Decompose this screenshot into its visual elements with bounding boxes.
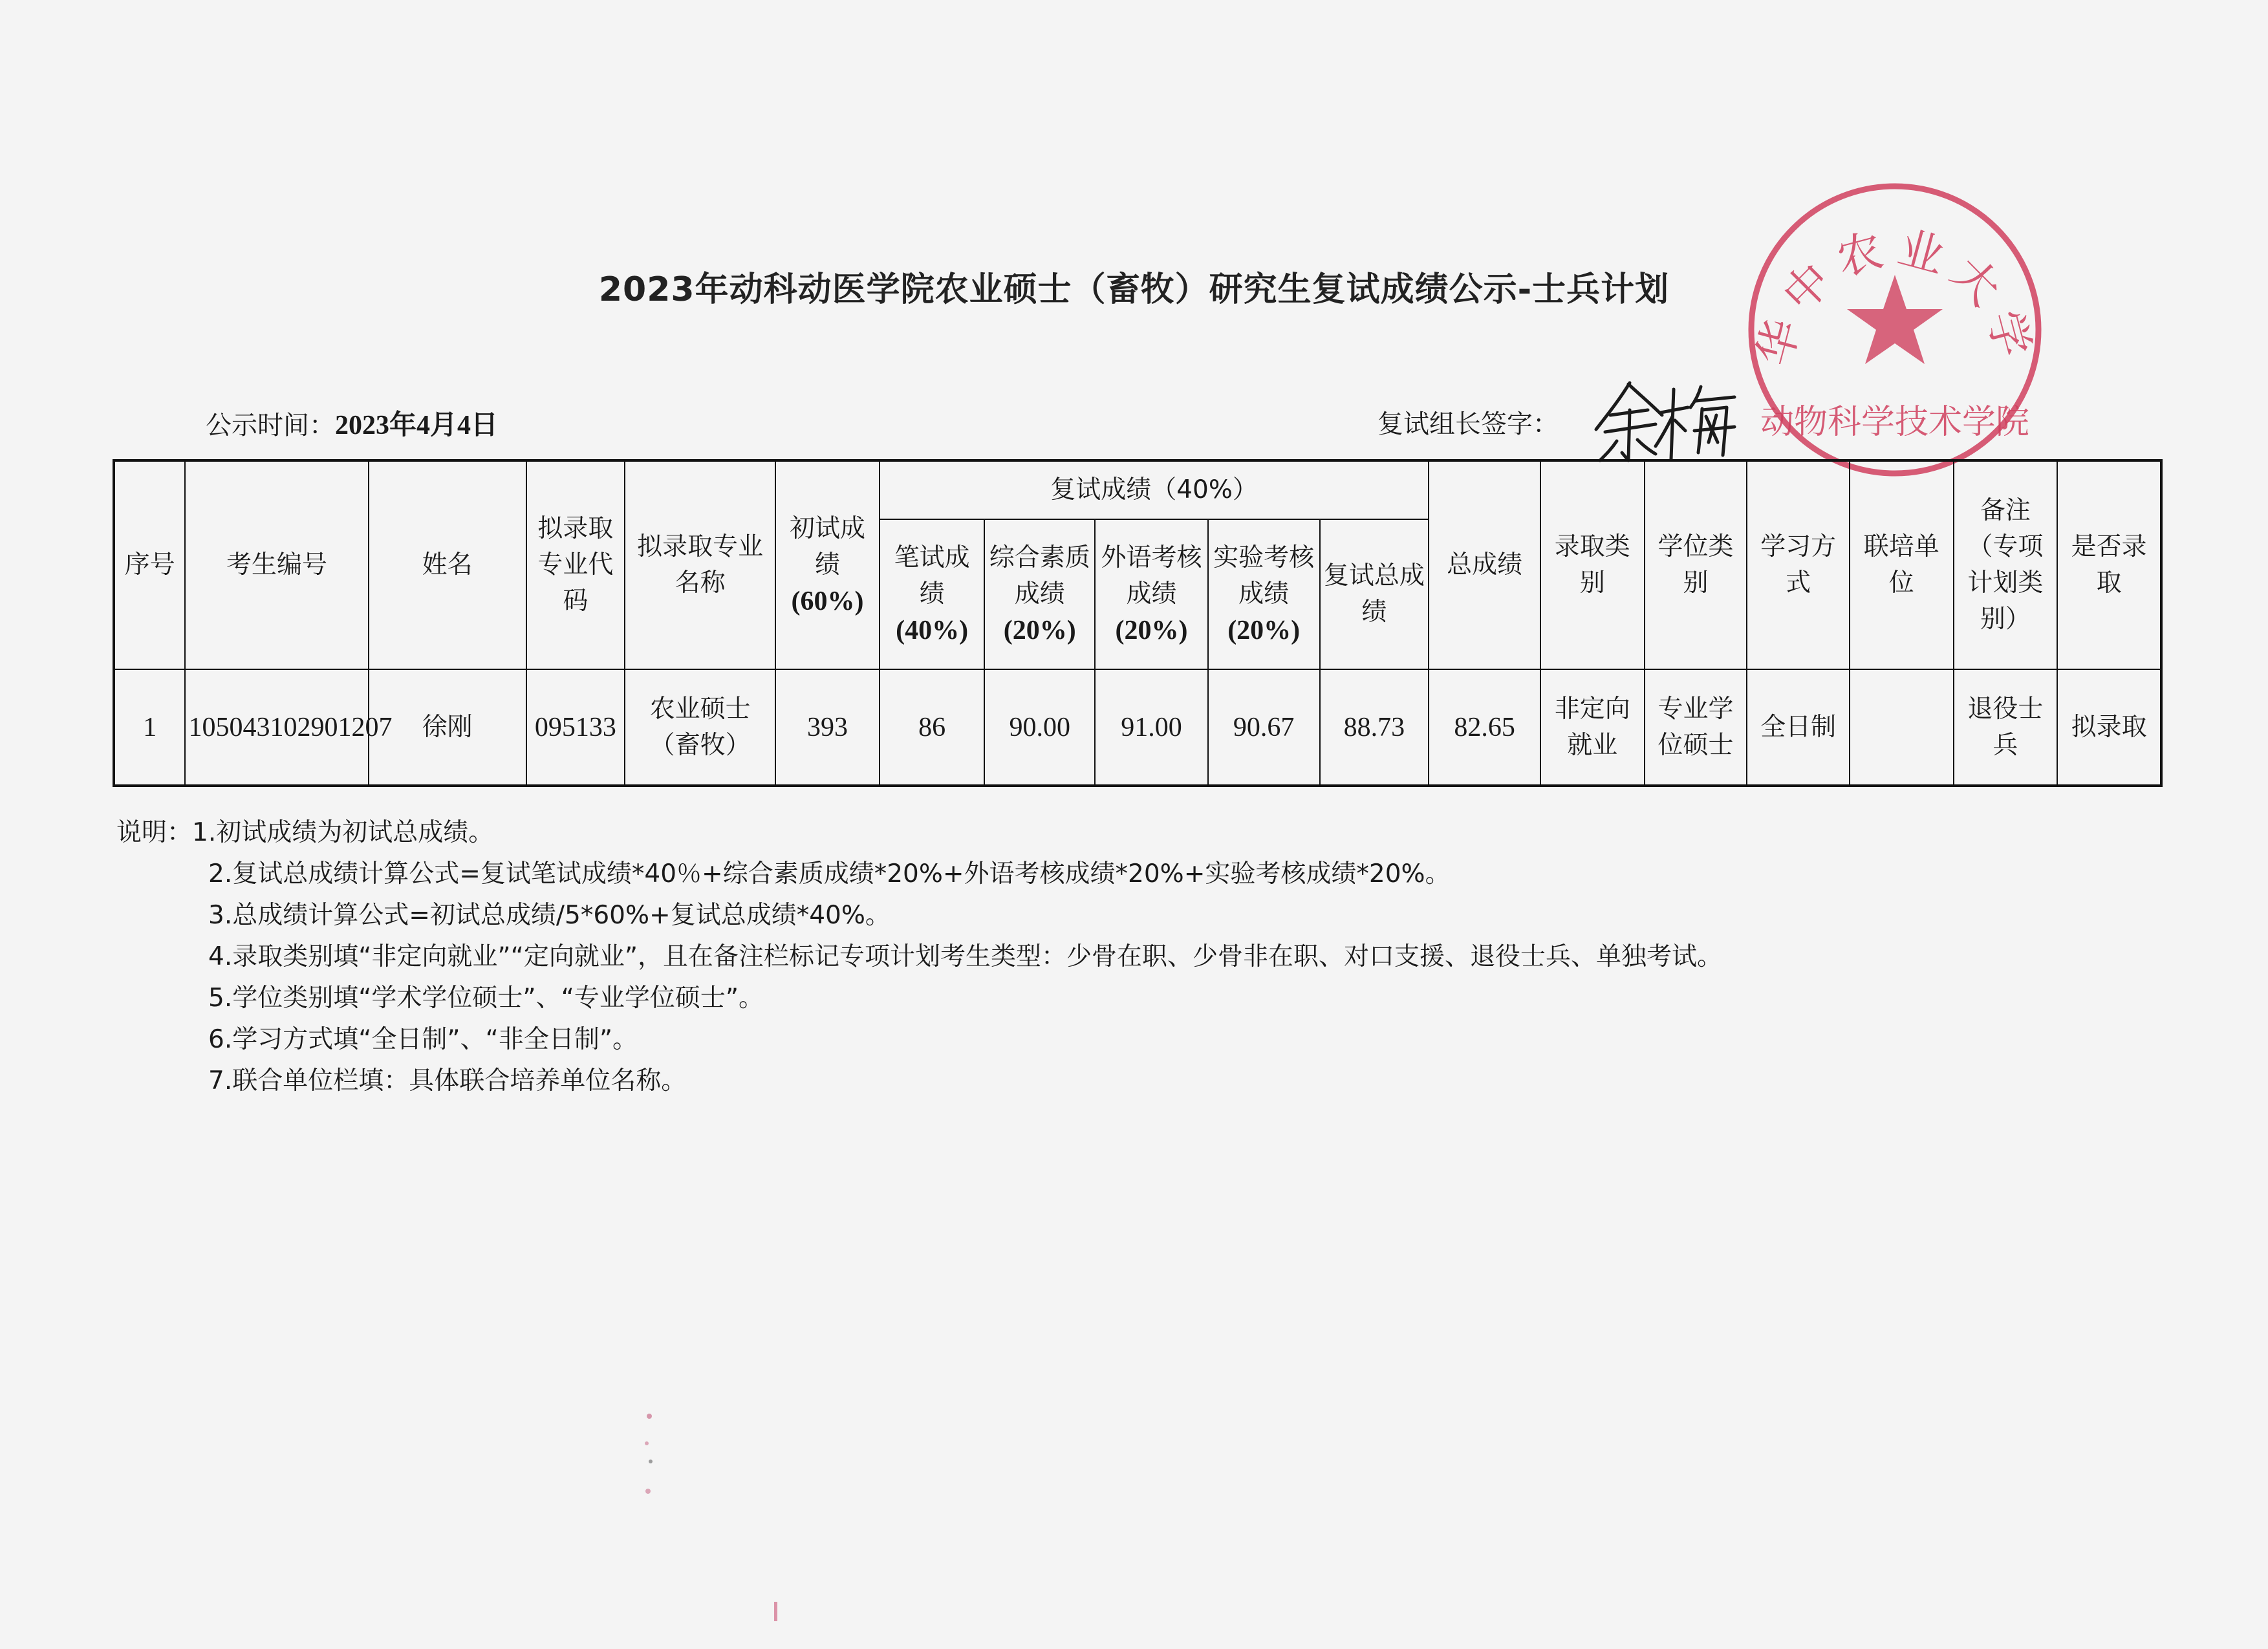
header-study-mode: 学习方式: [1747, 460, 1850, 669]
note-item: 7.联合单位栏填：具体联合培养单位名称。: [208, 1066, 687, 1095]
table-row: [114, 669, 2161, 786]
header-written: [880, 519, 985, 669]
header-admitted: 是否录取: [2057, 460, 2161, 669]
document-title: 2023年动科动医学院农业硕士（畜牧）研究生复试成绩公示-士兵计划: [598, 270, 1670, 309]
table-header-row: [114, 460, 2161, 519]
notes-section: [116, 812, 1722, 1102]
official-seal: [1740, 175, 2050, 485]
cell-comprehensive: 90.00: [984, 669, 1095, 786]
comprehensive-weight: (20%): [1003, 615, 1076, 645]
note-item: 6.学习方式填“全日制”、“非全日制”。: [208, 1025, 638, 1054]
experiment-weight: (20%): [1227, 615, 1301, 645]
header-retest-total: 复试总成绩: [1320, 519, 1429, 669]
header-seq: 序号: [114, 460, 185, 669]
header-major-name: 拟录取专业名称: [625, 460, 775, 669]
header-major-code: 拟录取专业代码: [526, 460, 625, 669]
cell-major-name: 农业硕士（畜牧）: [625, 669, 775, 786]
cell-experiment: 90.67: [1208, 669, 1320, 786]
foreign-label: 外语考核成绩: [1101, 543, 1202, 609]
note-item: 4.录取类别填“非定向就业”“定向就业”，且在备注栏标记专项计划考生类型：少骨在职、少骨非在职、对口支援、退役士兵、单独考试。: [208, 942, 1723, 971]
cell-exam-id: 105043102901207: [185, 669, 368, 786]
cell-retest-total: 88.73: [1320, 669, 1429, 786]
cell-major-code: 095133: [526, 669, 625, 786]
header-retest-group: 复试成绩（40%）: [880, 460, 1429, 519]
note-item: 5.学位类别填“学术学位硕士”、“专业学位硕士”。: [208, 984, 764, 1013]
foreign-weight: (20%): [1115, 615, 1188, 645]
header-remark: 备注（专项计划类别）: [1954, 460, 2058, 669]
header-initial-score: [775, 460, 880, 669]
header-name: 姓名: [369, 460, 526, 669]
handwritten-signature: [1591, 370, 1740, 467]
cell-degree-type: 专业学位硕士: [1645, 669, 1747, 786]
cell-admitted: 拟录取: [2057, 669, 2161, 786]
cell-study-mode: 全日制: [1747, 669, 1850, 786]
seal-bottom-text: 动物科学技术学院: [1760, 403, 2030, 442]
cell-joint-unit: [1850, 669, 1954, 786]
scan-speck: [640, 1410, 660, 1500]
note-line: [116, 812, 1722, 854]
score-table: [113, 459, 2163, 787]
header-degree-type: 学位类别: [1645, 460, 1747, 669]
header-total: 总成绩: [1429, 460, 1540, 669]
note-item: 2.复试总成绩计算公式=复试笔试成绩*40％+综合素质成绩*20%+外语考核成绩*20%+实验考核成绩*20%。: [208, 859, 1451, 889]
header-admission-type: 录取类别: [1540, 460, 1645, 669]
cell-written: 86: [880, 669, 985, 786]
initial-score-label: 初试成绩: [789, 513, 865, 579]
header-experiment: [1208, 519, 1320, 669]
publish-label: 公示时间：: [206, 411, 335, 440]
header-joint-unit: 联培单位: [1850, 460, 1954, 669]
publish-date: 2023年4月4日: [335, 411, 499, 440]
note-item: 1.初试成绩为初试总成绩。: [192, 818, 494, 847]
notes-label: 说明：: [116, 818, 193, 847]
scan-speck: [770, 1600, 783, 1626]
publish-info: [206, 404, 498, 442]
cell-foreign: 91.00: [1095, 669, 1208, 786]
initial-score-weight: (60%): [791, 586, 864, 616]
cell-name: 徐刚: [369, 669, 526, 786]
experiment-label: 实验考核成绩: [1213, 543, 1315, 609]
cell-seq: 1: [114, 669, 185, 786]
header-foreign: [1095, 519, 1208, 669]
header-exam-id: 考生编号: [185, 460, 368, 669]
cell-admission-type: 非定向就业: [1540, 669, 1645, 786]
written-label: 笔试成绩: [894, 543, 970, 609]
star-icon: [1847, 275, 1943, 364]
note-item: 3.总成绩计算公式=初试总成绩/5*60%+复试总成绩*40%。: [208, 901, 891, 930]
written-weight: (40%): [896, 615, 969, 645]
comprehensive-label: 综合素质成绩: [989, 543, 1090, 609]
cell-remark: 退役士兵: [1954, 669, 2058, 786]
cell-initial-score: 393: [775, 669, 880, 786]
seal-arc-text: 华中农业大学: [1747, 221, 2043, 371]
signature-label: 复试组长签字：: [1377, 409, 1559, 439]
header-comprehensive: [984, 519, 1095, 669]
cell-total: 82.65: [1429, 669, 1540, 786]
